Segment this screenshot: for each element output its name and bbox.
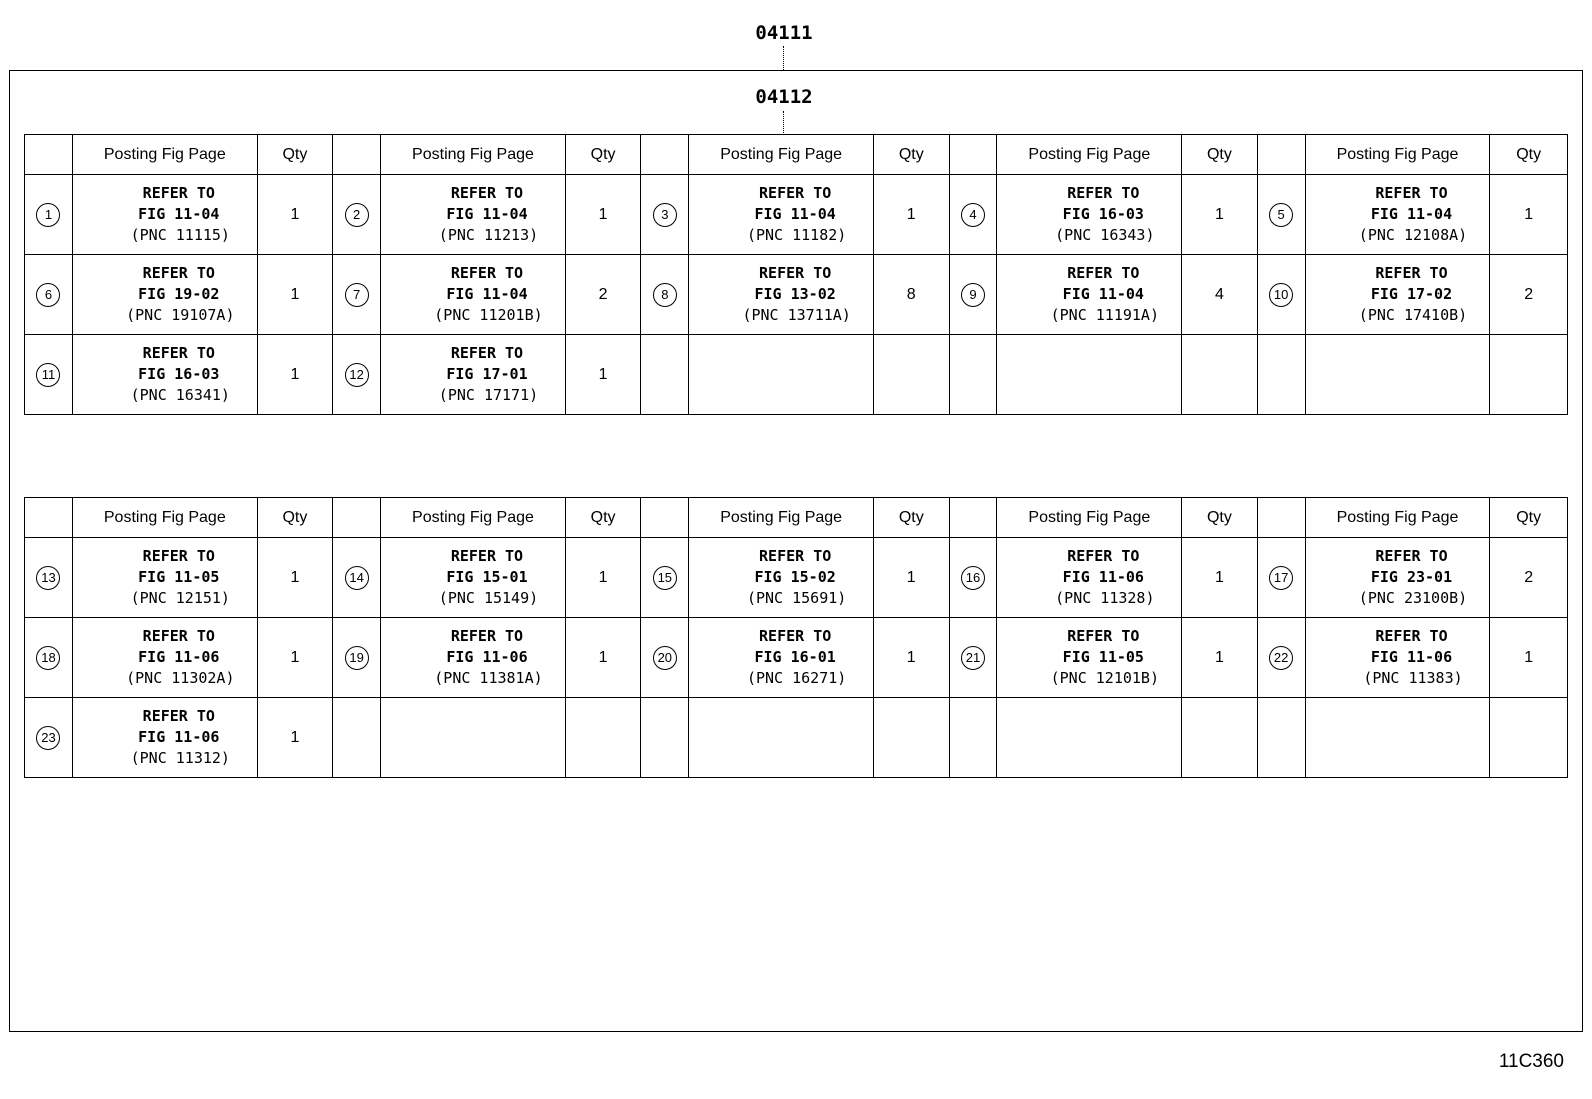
refer-to-text: REFER TO xyxy=(142,547,215,565)
reference-cell xyxy=(381,175,566,255)
item-number-badge: 19 xyxy=(345,646,369,670)
figure-ref-text: FIG 16-03 xyxy=(138,365,220,383)
table-row xyxy=(25,335,1568,415)
header-qty: Qty xyxy=(257,135,333,175)
refer-to-text: REFER TO xyxy=(1067,547,1140,565)
refer-to-text: REFER TO xyxy=(142,707,215,725)
refer-to-text: REFER TO xyxy=(1067,184,1140,202)
reference-cell xyxy=(1305,538,1490,618)
refer-to-text: REFER TO xyxy=(759,184,832,202)
item-number-cell xyxy=(333,698,381,778)
refer-to-text: REFER TO xyxy=(142,264,215,282)
header-qty: Qty xyxy=(1182,498,1258,538)
refer-to-text: REFER TO xyxy=(142,184,215,202)
header-blank-cell xyxy=(333,135,381,175)
pnc-text: (PNC 11201B) xyxy=(434,306,543,324)
quantity-cell: 1 xyxy=(1490,618,1568,698)
header-posting-fig-page: Posting Fig Page xyxy=(72,135,257,175)
reference-cell xyxy=(689,698,874,778)
header-blank-cell xyxy=(641,135,689,175)
pnc-text: (PNC 11328) xyxy=(1055,589,1155,607)
quantity-cell xyxy=(565,698,641,778)
item-number-cell xyxy=(641,255,689,335)
refer-to-text: REFER TO xyxy=(1067,264,1140,282)
pnc-text: (PNC 11312) xyxy=(130,749,230,767)
figure-id: 11C360 xyxy=(1498,1051,1564,1072)
table-row xyxy=(25,698,1568,778)
quantity-cell: 1 xyxy=(874,618,950,698)
item-number-badge: 14 xyxy=(345,566,369,590)
pnc-text: (PNC 23100B) xyxy=(1358,589,1468,607)
item-number-cell xyxy=(641,175,689,255)
refer-to-text: REFER TO xyxy=(450,344,524,362)
leader-line-04112 xyxy=(783,111,784,135)
item-number-badge: 12 xyxy=(345,363,369,387)
item-number-badge: 18 xyxy=(36,646,60,670)
pnc-text: (PNC 19107A) xyxy=(126,306,235,324)
pnc-text: (PNC 11182) xyxy=(746,226,847,244)
reference-table-2 xyxy=(24,497,1568,778)
pnc-text: (PNC 12108A) xyxy=(1358,226,1468,244)
quantity-cell: 2 xyxy=(1490,255,1568,335)
header-blank-cell xyxy=(25,498,73,538)
figure-ref-text: FIG 16-03 xyxy=(1062,205,1144,223)
quantity-cell: 1 xyxy=(565,618,641,698)
item-number-cell xyxy=(25,335,73,415)
header-blank-cell xyxy=(1257,135,1305,175)
item-number-badge: 7 xyxy=(345,283,369,307)
reference-cell xyxy=(72,538,257,618)
item-number-badge: 15 xyxy=(653,566,677,590)
figure-ref-text: FIG 11-06 xyxy=(138,728,220,746)
item-number-cell xyxy=(949,618,997,698)
figure-ref-text: FIG 11-04 xyxy=(1062,285,1144,303)
quantity-cell: 1 xyxy=(1182,175,1258,255)
reference-cell xyxy=(381,255,566,335)
item-number-cell xyxy=(641,538,689,618)
pnc-text: (PNC 15691) xyxy=(746,589,847,607)
refer-to-text: REFER TO xyxy=(450,627,524,645)
pnc-text: (PNC 11115) xyxy=(130,226,230,244)
figure-ref-text: FIG 13-02 xyxy=(754,285,836,303)
item-number-badge: 8 xyxy=(653,283,677,307)
figure-ref-text: FIG 11-04 xyxy=(446,205,528,223)
item-number-cell xyxy=(949,255,997,335)
refer-to-text: REFER TO xyxy=(1375,264,1448,282)
reference-table-1 xyxy=(24,134,1568,415)
refer-to-text: REFER TO xyxy=(142,344,215,362)
figure-ref-text: FIG 15-02 xyxy=(754,568,836,586)
header-qty: Qty xyxy=(565,498,641,538)
refer-to-text: REFER TO xyxy=(1375,547,1448,565)
reference-cell xyxy=(72,335,257,415)
refer-to-text: REFER TO xyxy=(450,547,524,565)
item-number-cell xyxy=(25,255,73,335)
reference-cell xyxy=(997,618,1182,698)
item-number-badge: 4 xyxy=(961,203,985,227)
header-qty: Qty xyxy=(874,498,950,538)
reference-cell xyxy=(1305,618,1490,698)
header-posting-fig-page: Posting Fig Page xyxy=(997,498,1182,538)
pnc-text: (PNC 11381A) xyxy=(434,669,543,687)
item-number-cell xyxy=(641,698,689,778)
refer-to-text: REFER TO xyxy=(450,184,524,202)
item-number-cell xyxy=(949,538,997,618)
refer-to-text: REFER TO xyxy=(759,264,832,282)
refer-to-text: REFER TO xyxy=(1375,627,1448,645)
reference-cell xyxy=(72,618,257,698)
figure-ref-text: FIG 11-04 xyxy=(754,205,836,223)
figure-ref-text: FIG 11-04 xyxy=(138,205,220,223)
quantity-cell: 1 xyxy=(257,175,333,255)
table-row xyxy=(25,618,1568,698)
header-qty: Qty xyxy=(257,498,333,538)
pnc-text: (PNC 11213) xyxy=(438,226,539,244)
header-posting-fig-page: Posting Fig Page xyxy=(689,135,874,175)
reference-cell xyxy=(381,335,566,415)
reference-cell xyxy=(1305,698,1490,778)
header-posting-fig-page: Posting Fig Page xyxy=(1305,498,1490,538)
item-number-cell xyxy=(949,698,997,778)
quantity-cell xyxy=(874,698,950,778)
item-number-cell xyxy=(25,698,73,778)
figure-ref-text: FIG 11-05 xyxy=(1062,648,1144,666)
header-posting-fig-page: Posting Fig Page xyxy=(997,135,1182,175)
item-number-cell xyxy=(333,255,381,335)
item-number-cell xyxy=(333,335,381,415)
pnc-text: (PNC 16341) xyxy=(130,386,230,404)
reference-cell xyxy=(997,335,1182,415)
table-header-row xyxy=(25,135,1568,175)
header-posting-fig-page: Posting Fig Page xyxy=(1305,135,1490,175)
item-number-badge: 1 xyxy=(36,203,60,227)
item-number-cell xyxy=(1257,335,1305,415)
figure-ref-text: FIG 11-06 xyxy=(446,648,528,666)
reference-cell xyxy=(1305,335,1490,415)
quantity-cell: 8 xyxy=(874,255,950,335)
quantity-cell: 1 xyxy=(257,618,333,698)
pnc-text: (PNC 15149) xyxy=(438,589,539,607)
header-qty: Qty xyxy=(1182,135,1258,175)
reference-cell xyxy=(997,538,1182,618)
pnc-text: (PNC 16271) xyxy=(746,669,847,687)
item-number-cell xyxy=(333,618,381,698)
pnc-text: (PNC 12101B) xyxy=(1050,669,1159,687)
header-qty: Qty xyxy=(874,135,950,175)
item-number-cell xyxy=(25,175,73,255)
quantity-cell: 1 xyxy=(257,538,333,618)
quantity-cell: 2 xyxy=(1490,538,1568,618)
header-qty: Qty xyxy=(1490,135,1568,175)
reference-cell xyxy=(72,175,257,255)
pnc-text: (PNC 17171) xyxy=(438,386,539,404)
item-number-badge: 23 xyxy=(36,726,60,750)
item-number-cell xyxy=(1257,538,1305,618)
header-qty: Qty xyxy=(1490,498,1568,538)
header-blank-cell xyxy=(1257,498,1305,538)
refer-to-text: REFER TO xyxy=(759,627,832,645)
header-posting-fig-page: Posting Fig Page xyxy=(689,498,874,538)
pnc-text: (PNC 16343) xyxy=(1055,226,1155,244)
quantity-cell: 1 xyxy=(874,175,950,255)
pnc-text: (PNC 12151) xyxy=(130,589,230,607)
header-posting-fig-page: Posting Fig Page xyxy=(381,135,566,175)
figure-ref-text: FIG 15-01 xyxy=(446,568,528,586)
figure-ref-text: FIG 16-01 xyxy=(754,648,836,666)
item-number-badge: 10 xyxy=(1269,283,1293,307)
item-number-cell xyxy=(333,175,381,255)
reference-cell xyxy=(72,698,257,778)
quantity-cell: 1 xyxy=(257,255,333,335)
reference-cell xyxy=(689,255,874,335)
pnc-text: (PNC 11191A) xyxy=(1050,306,1159,324)
reference-cell xyxy=(689,618,874,698)
quantity-cell: 1 xyxy=(565,538,641,618)
item-number-cell xyxy=(1257,698,1305,778)
item-number-cell xyxy=(949,335,997,415)
reference-cell xyxy=(1305,255,1490,335)
item-number-cell xyxy=(1257,255,1305,335)
item-number-badge: 6 xyxy=(36,283,60,307)
figure-ref-text: FIG 11-06 xyxy=(1062,568,1144,586)
refer-to-text: REFER TO xyxy=(1067,627,1140,645)
refer-to-text: REFER TO xyxy=(1375,184,1448,202)
reference-cell xyxy=(689,175,874,255)
pnc-text: (PNC 13711A) xyxy=(742,306,851,324)
header-posting-fig-page: Posting Fig Page xyxy=(381,498,566,538)
quantity-cell: 1 xyxy=(1182,538,1258,618)
reference-cell xyxy=(72,255,257,335)
leader-line-04111 xyxy=(783,46,784,70)
pnc-text: (PNC 11383) xyxy=(1363,669,1463,687)
reference-cell xyxy=(997,255,1182,335)
item-number-badge: 11 xyxy=(36,363,60,387)
quantity-cell: 1 xyxy=(565,335,641,415)
header-posting-fig-page: Posting Fig Page xyxy=(72,498,257,538)
quantity-cell: 1 xyxy=(565,175,641,255)
quantity-cell xyxy=(874,335,950,415)
table-header-row xyxy=(25,498,1568,538)
quantity-cell: 1 xyxy=(1182,618,1258,698)
quantity-cell: 1 xyxy=(257,698,333,778)
refer-to-text: REFER TO xyxy=(142,627,215,645)
item-number-badge: 3 xyxy=(653,203,677,227)
label-04112: 04112 xyxy=(755,86,813,108)
quantity-cell: 4 xyxy=(1182,255,1258,335)
figure-ref-text: FIG 23-01 xyxy=(1370,568,1453,586)
quantity-cell: 2 xyxy=(565,255,641,335)
item-number-cell xyxy=(641,618,689,698)
header-blank-cell xyxy=(25,135,73,175)
figure-ref-text: FIG 17-01 xyxy=(446,365,528,383)
quantity-cell: 1 xyxy=(257,335,333,415)
item-number-badge: 20 xyxy=(653,646,677,670)
item-number-cell xyxy=(1257,618,1305,698)
figure-ref-text: FIG 11-04 xyxy=(446,285,528,303)
item-number-cell xyxy=(641,335,689,415)
item-number-cell xyxy=(25,618,73,698)
figure-ref-text: FIG 11-04 xyxy=(1370,205,1453,223)
table-row xyxy=(25,255,1568,335)
table-row xyxy=(25,175,1568,255)
item-number-badge: 21 xyxy=(961,646,985,670)
reference-cell xyxy=(381,698,566,778)
item-number-badge: 5 xyxy=(1269,203,1293,227)
item-number-cell xyxy=(949,175,997,255)
refer-to-text: REFER TO xyxy=(759,547,832,565)
header-qty: Qty xyxy=(565,135,641,175)
item-number-badge: 22 xyxy=(1269,646,1293,670)
item-number-cell xyxy=(25,538,73,618)
item-number-badge: 2 xyxy=(345,203,369,227)
item-number-cell xyxy=(1257,175,1305,255)
reference-cell xyxy=(689,538,874,618)
pnc-text: (PNC 17410B) xyxy=(1358,306,1468,324)
quantity-cell xyxy=(1182,698,1258,778)
item-number-badge: 17 xyxy=(1269,566,1293,590)
header-blank-cell xyxy=(641,498,689,538)
item-number-badge: 13 xyxy=(36,566,60,590)
item-number-badge: 16 xyxy=(961,566,985,590)
quantity-cell xyxy=(1182,335,1258,415)
header-blank-cell xyxy=(949,498,997,538)
reference-cell xyxy=(997,175,1182,255)
table-row xyxy=(25,538,1568,618)
quantity-cell xyxy=(1490,335,1568,415)
reference-cell xyxy=(381,538,566,618)
reference-cell xyxy=(381,618,566,698)
figure-ref-text: FIG 11-06 xyxy=(138,648,220,666)
header-blank-cell xyxy=(333,498,381,538)
figure-ref-text: FIG 11-05 xyxy=(138,568,220,586)
refer-to-text: REFER TO xyxy=(450,264,524,282)
item-number-cell xyxy=(333,538,381,618)
quantity-cell: 1 xyxy=(1490,175,1568,255)
reference-cell xyxy=(1305,175,1490,255)
figure-ref-text: FIG 11-06 xyxy=(1370,648,1453,666)
figure-ref-text: FIG 19-02 xyxy=(138,285,220,303)
quantity-cell xyxy=(1490,698,1568,778)
item-number-badge: 9 xyxy=(961,283,985,307)
reference-cell xyxy=(689,335,874,415)
pnc-text: (PNC 11302A) xyxy=(126,669,235,687)
reference-cell xyxy=(997,698,1182,778)
header-blank-cell xyxy=(949,135,997,175)
label-04111: 04111 xyxy=(755,22,813,44)
quantity-cell: 1 xyxy=(874,538,950,618)
figure-ref-text: FIG 17-02 xyxy=(1370,285,1453,303)
